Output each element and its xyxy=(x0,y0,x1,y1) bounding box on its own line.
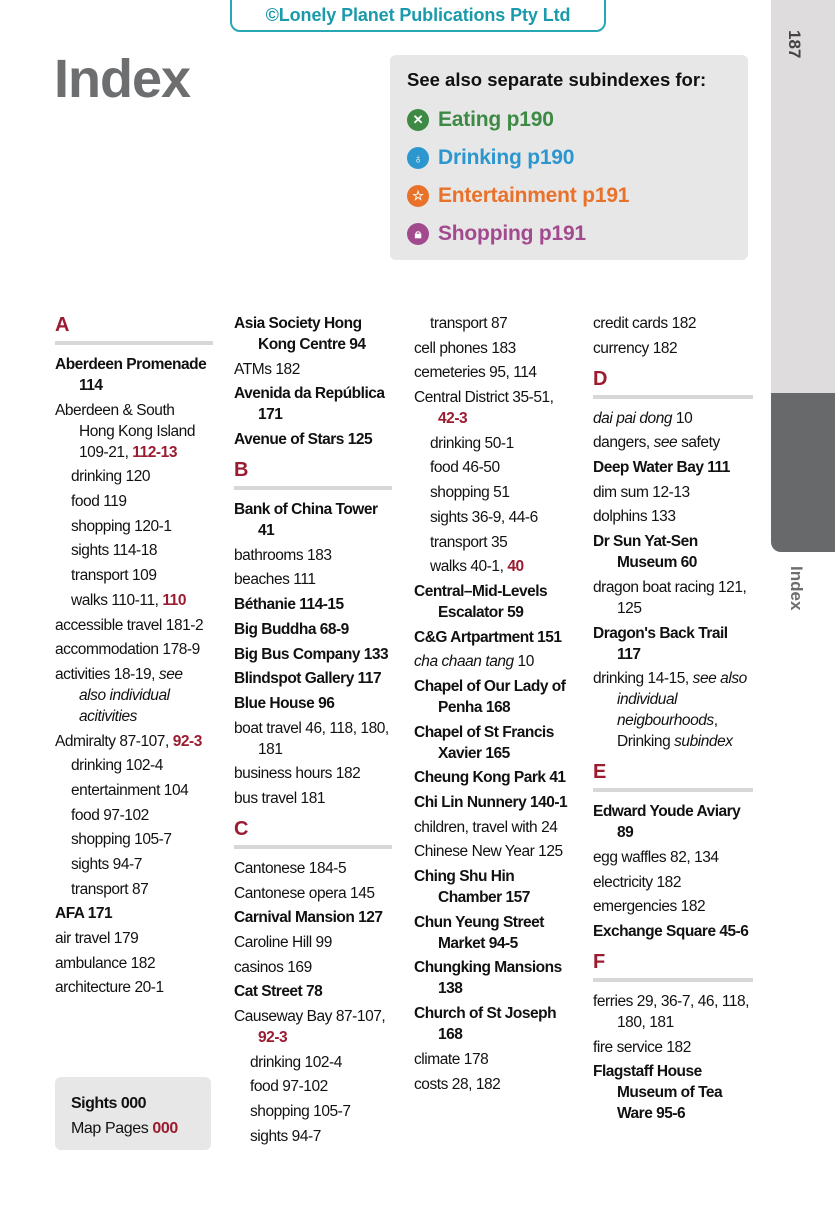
entry-text: drinking 120 xyxy=(71,468,151,486)
entry-text: air travel 179 xyxy=(55,930,139,948)
entry-text: shopping 105-7 xyxy=(71,831,172,849)
index-entry xyxy=(234,932,392,953)
index-entry xyxy=(234,569,392,590)
entry-text: see also individual acitivities xyxy=(79,665,183,725)
index-entry xyxy=(593,991,753,1033)
entertainment-icon: ☆ xyxy=(407,185,429,207)
index-subentry xyxy=(55,491,213,512)
entry-text: sights 114-18 xyxy=(71,542,158,560)
entry-text: transport 87 xyxy=(430,315,508,332)
index-entry xyxy=(234,907,392,928)
entry-text: food 97-102 xyxy=(71,806,149,824)
index-subentry xyxy=(55,879,213,900)
entry-text: Chungking Mansions 138 xyxy=(414,959,562,998)
index-entry xyxy=(234,718,392,760)
index-entry xyxy=(234,619,392,640)
entry-text: bathrooms 183 xyxy=(234,546,332,564)
index-subentry xyxy=(414,482,572,503)
entry-text: Blue House 96 xyxy=(234,694,335,712)
entry-text: Cheung Kong Park 41 xyxy=(414,769,566,787)
map-page-ref: 40 xyxy=(507,558,524,576)
index-entry xyxy=(593,1061,753,1124)
index-entry xyxy=(234,644,392,665)
index-subentry xyxy=(234,1101,392,1122)
letter-heading: F xyxy=(593,950,753,982)
index-entry xyxy=(234,788,392,809)
index-entry xyxy=(234,594,392,615)
entry-text: Ching Shu Hin Chamber 157 xyxy=(414,868,530,907)
index-subentry xyxy=(55,829,213,850)
map-page-ref: 112-13 xyxy=(132,443,177,461)
index-subentry xyxy=(414,457,572,478)
index-entry xyxy=(55,615,213,636)
entry-text: ambulance 182 xyxy=(55,954,156,972)
entry-text: Flagstaff House Museum of Tea Ware 95-6 xyxy=(593,1063,723,1123)
side-tab xyxy=(771,0,835,552)
entry-text: C&G Artpartment 151 xyxy=(414,628,562,646)
index-subentry xyxy=(234,1052,392,1073)
letter-heading: D xyxy=(593,367,753,399)
entry-text: transport 87 xyxy=(71,880,149,898)
index-entry xyxy=(593,408,753,429)
index-entry xyxy=(55,953,213,974)
entry-text: food 46-50 xyxy=(430,459,500,477)
index-entry xyxy=(593,577,753,619)
entry-text: Asia Society Hong Kong Centre 94 xyxy=(234,315,366,353)
entry-text: sights 94-7 xyxy=(250,1127,321,1145)
index-entry xyxy=(414,912,572,954)
index-entry xyxy=(234,957,392,978)
index-subentry xyxy=(234,1126,392,1147)
index-entry xyxy=(234,981,392,1002)
index-entry xyxy=(414,387,572,429)
entry-text: dolphins 133 xyxy=(593,508,676,526)
index-entry xyxy=(593,668,753,752)
entry-text: cha chaan tang xyxy=(414,653,514,671)
index-entry xyxy=(593,506,753,527)
entry-text: shopping 51 xyxy=(430,484,510,502)
entry-text: climate 178 xyxy=(414,1050,489,1068)
index-entry xyxy=(593,432,753,453)
side-tab-marker xyxy=(771,393,835,552)
entry-text: 10 xyxy=(672,409,693,427)
entry-text: AFA 171 xyxy=(55,905,113,923)
entry-text: drinking 14-15, xyxy=(593,670,693,688)
index-entry xyxy=(414,767,572,788)
index-entry xyxy=(234,668,392,689)
index-entry xyxy=(593,872,753,893)
legend-map-pages-label: Map Pages xyxy=(71,1120,153,1137)
shopping-icon: 🔒︎ xyxy=(407,223,429,245)
index-column-3 xyxy=(414,313,572,1098)
entry-text: subindex xyxy=(674,733,733,751)
index-entry xyxy=(234,763,392,784)
index-subentry xyxy=(55,590,213,611)
legend-map-pages-number: 000 xyxy=(152,1120,178,1137)
index-column-1 xyxy=(55,313,213,1002)
page-number: 187 xyxy=(785,30,804,59)
entry-text: Chi Lin Nunnery 140-1 xyxy=(414,794,568,811)
index-entry xyxy=(414,676,572,718)
index-column-2 xyxy=(234,313,392,1151)
entry-text: Avenue of Stars 125 xyxy=(234,431,373,449)
entry-text: food 97-102 xyxy=(250,1078,328,1096)
entry-text: costs 28, 182 xyxy=(414,1075,501,1093)
letter-heading: C xyxy=(234,817,392,849)
index-subentry xyxy=(414,313,572,334)
index-entry xyxy=(414,627,572,648)
index-subentry xyxy=(55,780,213,801)
copyright-banner: ©Lonely Planet Publications Pty Ltd xyxy=(230,0,606,32)
subindex-link-shopping[interactable] xyxy=(407,215,748,253)
letter-heading: A xyxy=(55,313,213,345)
index-subentry xyxy=(414,507,572,528)
index-column-4 xyxy=(593,313,753,1128)
entry-text: drinking 50-1 xyxy=(430,434,514,452)
entry-text: Causeway Bay 87-107, xyxy=(234,1008,386,1026)
index-entry xyxy=(414,817,572,838)
entry-text: egg waffles 82, 134 xyxy=(593,848,719,866)
subindex-label: Entertainment p191 xyxy=(438,184,630,207)
entry-text: dim sum 12-13 xyxy=(593,483,690,501)
index-subentry xyxy=(55,755,213,776)
entry-text: see also individual neigbourhoods xyxy=(617,670,747,730)
entry-text: drinking 102-4 xyxy=(71,757,163,775)
index-entry xyxy=(414,957,572,999)
index-entry xyxy=(593,896,753,917)
index-entry xyxy=(593,313,753,334)
index-entry xyxy=(55,639,213,660)
entry-text: dangers, xyxy=(593,434,654,452)
legend-sights: Sights 000 xyxy=(71,1095,147,1112)
entry-text: , Drinking xyxy=(617,712,718,751)
index-entry xyxy=(593,482,753,503)
entry-text: Big Bus Company 133 xyxy=(234,645,389,663)
subindex-heading: See also separate subindexes for: xyxy=(407,69,707,90)
index-entry xyxy=(414,722,572,764)
entry-text: emergencies 182 xyxy=(593,898,706,916)
entry-text: beaches 111 xyxy=(234,571,316,589)
entry-text: Cantonese opera 145 xyxy=(234,884,375,902)
index-entry xyxy=(593,457,753,478)
entry-text: Big Buddha 68-9 xyxy=(234,620,349,638)
index-entry xyxy=(414,581,572,623)
entry-text: Exchange Square 45-6 xyxy=(593,922,749,940)
entry-text: entertainment 104 xyxy=(71,781,189,799)
legend-map-pages xyxy=(71,1116,211,1141)
entry-text: Avenida da República 171 xyxy=(234,385,385,424)
index-entry xyxy=(414,841,572,862)
entry-text: activities 18-19, xyxy=(55,665,159,683)
letter-heading: B xyxy=(234,458,392,490)
entry-text: food 119 xyxy=(71,493,127,511)
index-entry xyxy=(593,531,753,573)
index-entry xyxy=(234,858,392,879)
index-subentry xyxy=(55,805,213,826)
entry-text: business hours 182 xyxy=(234,765,361,783)
entry-text: Dr Sun Yat-Sen Museum 60 xyxy=(593,533,698,572)
subindex-link-entertainment[interactable] xyxy=(407,177,748,215)
index-entry xyxy=(234,429,392,450)
entry-text: see xyxy=(653,434,678,452)
entry-text: accessible travel 181-2 xyxy=(55,616,204,634)
entry-text: Caroline Hill 99 xyxy=(234,934,332,951)
entry-text: sights 36-9, 44-6 xyxy=(430,508,538,526)
index-entry xyxy=(414,792,572,813)
entry-text: Church of St Joseph 168 xyxy=(414,1005,557,1044)
subindex-link-eating[interactable] xyxy=(407,101,748,139)
index-entry xyxy=(593,921,753,942)
entry-text: Cantonese 184-5 xyxy=(234,859,347,877)
index-entry xyxy=(593,338,753,359)
entry-text: ferries 29, 36-7, 46, 118, 180, 181 xyxy=(593,992,750,1031)
entry-text: safety xyxy=(677,434,720,452)
entry-text: shopping 105-7 xyxy=(250,1103,351,1121)
index-entry xyxy=(414,1074,572,1095)
entry-text: walks 110-11, xyxy=(71,591,163,609)
entry-text: dragon boat racing 121, 125 xyxy=(593,578,747,617)
index-entry xyxy=(593,1037,753,1058)
map-page-ref: 42-3 xyxy=(438,410,468,428)
index-subentry xyxy=(234,1076,392,1097)
entry-text: drinking 102-4 xyxy=(250,1053,342,1071)
entry-text: Deep Water Bay 111 xyxy=(593,459,730,477)
entry-text: shopping 120-1 xyxy=(71,517,172,535)
index-subentry xyxy=(414,532,572,553)
index-entry xyxy=(234,383,392,425)
entry-text: sights 94-7 xyxy=(71,856,142,873)
entry-text: Cat Street 78 xyxy=(234,983,323,1001)
entry-text: Bank of China Tower 41 xyxy=(234,501,378,540)
entry-text: Blindspot Gallery 117 xyxy=(234,670,382,688)
entry-text: Dragon's Back Trail 117 xyxy=(593,624,728,663)
entry-text: ATMs 182 xyxy=(234,360,300,378)
index-entry xyxy=(55,977,213,998)
entry-text: Carnival Mansion 127 xyxy=(234,909,383,927)
entry-text: electricity 182 xyxy=(593,873,682,891)
index-entry xyxy=(234,693,392,714)
legend-box xyxy=(55,1077,211,1150)
index-entry xyxy=(593,847,753,868)
index-entry xyxy=(593,801,753,843)
entry-text: Central District 35-51, xyxy=(414,389,554,407)
entry-text: architecture 20-1 xyxy=(55,979,164,997)
index-entry xyxy=(414,362,572,383)
index-entry xyxy=(55,400,213,463)
index-entry xyxy=(234,545,392,566)
entry-text: 10 xyxy=(513,653,534,671)
map-page-ref: 110 xyxy=(162,591,186,609)
drinking-icon: ♁ xyxy=(407,147,429,169)
subindex-label: Drinking p190 xyxy=(438,146,575,169)
entry-text: Chun Yeung Street Market 94-5 xyxy=(414,913,544,952)
index-subentry xyxy=(414,556,572,577)
index-subentry xyxy=(55,854,213,875)
index-subentry xyxy=(414,433,572,454)
index-entry xyxy=(234,313,392,355)
index-entry xyxy=(414,866,572,908)
subindex-link-drinking[interactable] xyxy=(407,139,748,177)
index-subentry xyxy=(55,466,213,487)
subindex-label: Shopping p191 xyxy=(438,222,586,245)
letter-heading: E xyxy=(593,760,753,792)
entry-text: boat travel 46, 118, 180, 181 xyxy=(234,719,389,758)
entry-text: transport 109 xyxy=(71,567,157,585)
entry-text: Chapel of Our Lady of Penha 168 xyxy=(414,677,566,716)
map-page-ref: 92-3 xyxy=(258,1029,288,1047)
subindex-label: Eating p190 xyxy=(438,108,554,131)
entry-text: cell phones 183 xyxy=(414,339,516,357)
index-entry xyxy=(55,664,213,727)
eating-icon: ✕ xyxy=(407,109,429,131)
index-entry xyxy=(55,903,213,924)
entry-text: credit cards 182 xyxy=(593,315,697,332)
entry-text: Chapel of St Francis Xavier 165 xyxy=(414,723,554,762)
index-entry xyxy=(414,651,572,672)
index-entry xyxy=(414,1003,572,1045)
index-entry xyxy=(234,359,392,380)
entry-text: children, travel with 24 xyxy=(414,818,558,836)
entry-text: Aberdeen & South Hong Kong Island 109-21, xyxy=(55,401,196,461)
entry-text: Béthanie 114-15 xyxy=(234,596,344,614)
entry-text: bus travel 181 xyxy=(234,789,326,807)
entry-text: cemeteries 95, 114 xyxy=(414,364,537,382)
entry-text: Aberdeen Promenade 114 xyxy=(55,356,207,394)
entry-text: fire service 182 xyxy=(593,1038,691,1056)
index-entry xyxy=(234,883,392,904)
entry-text: Central–Mid-Levels Escalator 59 xyxy=(414,582,548,621)
entry-text: Admiralty 87-107, xyxy=(55,732,173,750)
entry-text: transport 35 xyxy=(430,533,508,551)
index-entry xyxy=(234,499,392,541)
index-entry xyxy=(55,354,213,396)
index-entry xyxy=(55,928,213,949)
index-entry xyxy=(55,731,213,752)
index-entry xyxy=(414,338,572,359)
entry-text: Chinese New Year 125 xyxy=(414,843,563,861)
index-subentry xyxy=(55,565,213,586)
subindex-box xyxy=(390,55,748,260)
index-entry xyxy=(414,1049,572,1070)
map-page-ref: 92-3 xyxy=(172,732,202,750)
entry-text: dai pai dong xyxy=(593,409,673,427)
entry-text: casinos 169 xyxy=(234,958,312,976)
entry-text: currency 182 xyxy=(593,339,678,357)
entry-text: accommodation 178-9 xyxy=(55,641,200,659)
index-subentry xyxy=(55,516,213,537)
entry-text: walks 40-1, xyxy=(430,558,508,576)
side-tab-label: Index xyxy=(787,566,806,611)
page-title: Index xyxy=(54,49,191,109)
index-entry xyxy=(593,623,753,665)
index-entry xyxy=(234,1006,392,1048)
entry-text: Edward Youde Aviary 89 xyxy=(593,803,741,842)
index-subentry xyxy=(55,540,213,561)
